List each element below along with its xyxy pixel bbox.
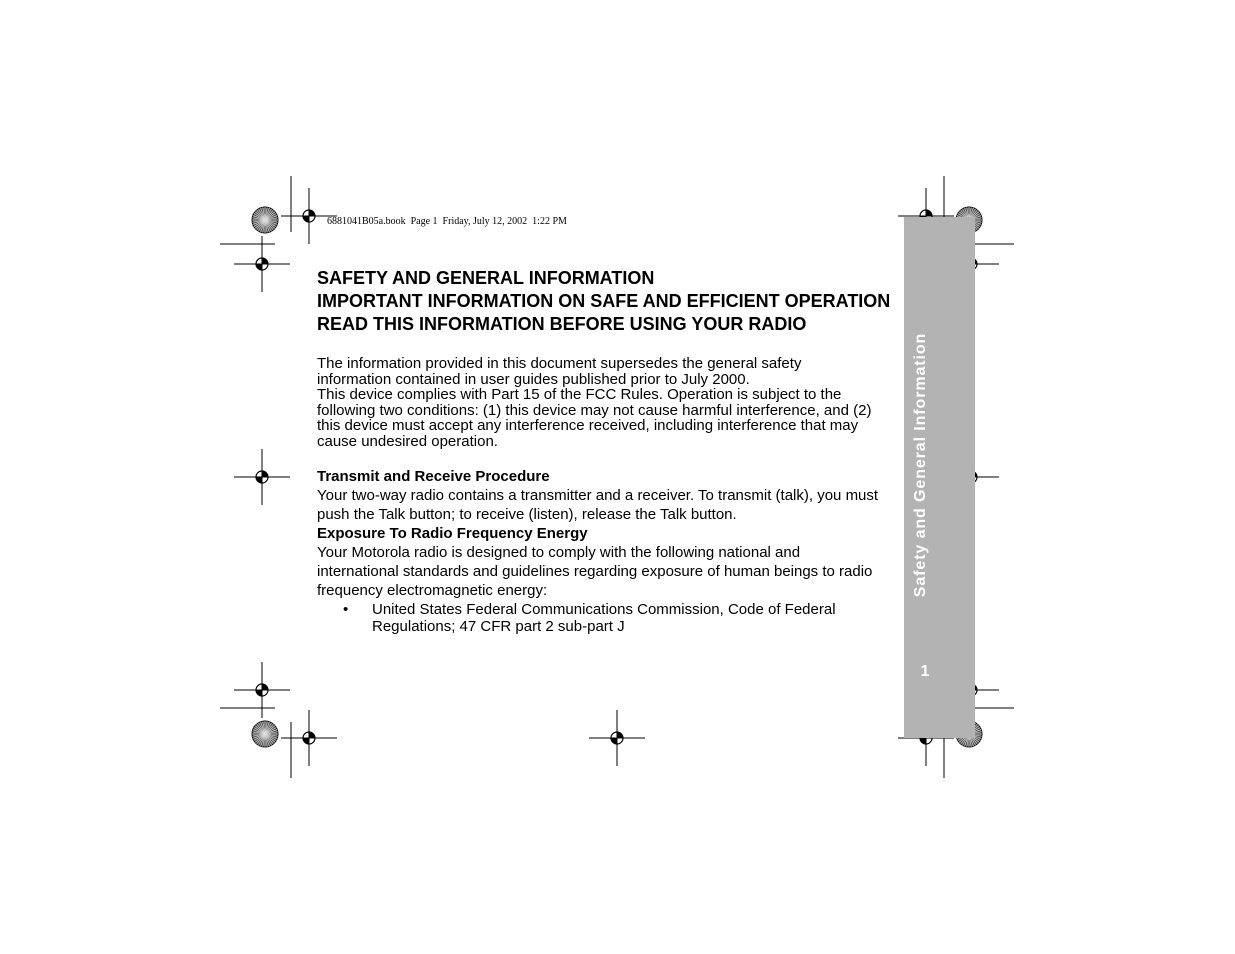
subtitle-line-1: IMPORTANT INFORMATION ON SAFE AND EFFICIENT OPERATION [317,291,891,311]
bullet-item [317,601,902,635]
body-line: Your Motorola radio is designed to comply with the following national and [317,543,801,561]
page-number: 1 [920,663,930,680]
intro-line: The information provided in this document supersedes the general safety [317,355,802,372]
bullet-line: United States Federal Communications Commission, Code of Federal [372,600,836,618]
body-line: international standards and guidelines regarding exposure of human beings to radio [317,562,873,580]
intro-paragraph [317,356,902,450]
section-body-exposure [317,543,902,600]
bullet-dot: • [343,600,349,618]
intro-line: this device must accept any interference received, including interference that may [317,417,859,435]
bullet-line: Regulations; 47 CFR part 2 sub-part J [372,617,625,635]
intro-line: cause undesired operation. [317,432,498,450]
page-content [317,267,902,635]
intro-line: following two conditions: (1) this device may not cause harmful interference, and (2) [317,401,872,419]
section-heading-exposure: Exposure To Radio Frequency Energy [317,524,588,542]
body-line: Your two-way radio contains a transmitter and a receiver. To transmit (talk), you must [317,486,879,504]
page-title: SAFETY AND GENERAL INFORMATION [317,268,655,288]
section-body-transmit [317,486,902,524]
subtitle-line-2: READ THIS INFORMATION BEFORE USING YOUR RADIO [317,314,807,334]
body-line: push the Talk button; to receive (listen), release the Talk button. [317,505,737,523]
print-header: 6881041B05a.book Page 1 Friday, July 12, 2002 1:22 PM [327,216,567,227]
body-line: frequency electromagnetic energy: [317,581,548,599]
side-tab-label: Safety and General Information [912,332,929,598]
intro-line: This device complies with Part 15 of the FCC Rules. Operation is subject to the [317,386,842,404]
intro-line: information contained in user guides published prior to July 2000. [317,370,750,388]
section-heading-transmit: Transmit and Receive Procedure [317,467,550,485]
